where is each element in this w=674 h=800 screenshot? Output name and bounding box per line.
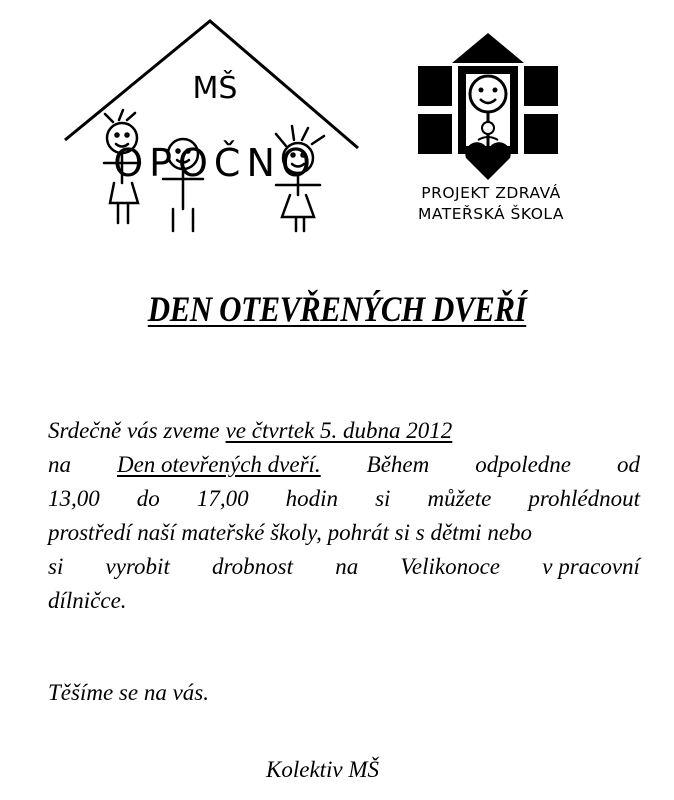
school-name: OPOČNO [113,141,317,185]
project-name-line1: PROJEKT ZDRAVÁ [421,184,561,202]
text-fragment: 13,00 [48,486,100,511]
greeting: Těšíme se na vás. [48,680,209,705]
house-children-icon [55,18,365,233]
text-fragment: prostředí naší mateřské školy, pohrát si s dětmi nebo [48,520,533,545]
text-fragment: hodin [285,486,339,511]
text-fragment: v pracovní [542,554,640,579]
text-fragment: dílničce. [48,588,127,613]
page-title: DEN OTEVŘENÝCH DVEŘÍ [147,289,527,329]
text-fragment: na [335,554,359,579]
invitation-line-1 [48,414,640,448]
text-fragment: Velikonoce [400,554,501,579]
smiling-flower-house-icon [392,28,592,188]
text-fragment: si [375,486,391,511]
text-fragment: od [616,452,640,477]
invitation-prefix: Srdečně vás zveme [48,418,220,443]
project-name-line2: MATEŘSKÁ ŠKOLA [417,205,564,223]
text-fragment: si [48,554,64,579]
text-fragment: prohlédnout [528,486,640,511]
text-fragment: drobnost [212,554,293,579]
invitation-date: ve čtvrtek 5. dubna 2012 [225,418,453,443]
invitation-text [48,414,640,618]
invitation-line-5 [48,550,640,584]
text-fragment: Během [366,452,430,477]
text-fragment: 17,00 [196,486,249,511]
text-fragment: na [48,452,71,477]
text-fragment: vyrobit [105,554,170,579]
invitation-line-4 [48,516,640,550]
invitation-line-3 [48,482,640,516]
school-abbr: MŠ [192,71,238,106]
invitation-line-2 [48,448,640,482]
event-name: Den otevřených dveří. [116,452,321,477]
text-fragment: odpoledne [475,452,572,477]
text-fragment: můžete [427,486,492,511]
invitation-line-6 [48,584,640,618]
text-fragment: do [136,486,160,511]
signature: Kolektiv MŠ [266,757,380,782]
school-logo [55,18,365,233]
